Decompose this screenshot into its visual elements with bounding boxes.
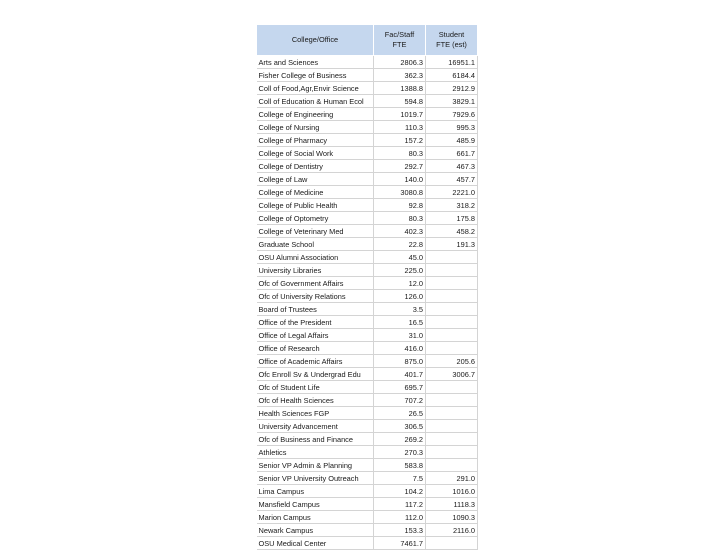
college-office-cell: Health Sciences FGP xyxy=(257,407,374,420)
student-fte-cell: 2116.0 xyxy=(426,524,478,537)
fac-staff-fte-cell: 1019.7 xyxy=(374,108,426,121)
fac-staff-fte-cell: 104.2 xyxy=(374,485,426,498)
fac-staff-fte-cell: 594.8 xyxy=(374,95,426,108)
student-fte-cell xyxy=(426,433,478,446)
college-office-cell: Arts and Sciences xyxy=(257,56,374,69)
student-fte-cell: 485.9 xyxy=(426,134,478,147)
college-office-cell: Marion Campus xyxy=(257,511,374,524)
fac-staff-fte-cell: 45.0 xyxy=(374,251,426,264)
student-fte-cell: 7929.6 xyxy=(426,108,478,121)
college-office-cell: College of Optometry xyxy=(257,212,374,225)
table-row xyxy=(257,537,478,550)
table-row xyxy=(257,498,478,511)
fac-staff-fte-cell: 292.7 xyxy=(374,160,426,173)
student-fte-cell xyxy=(426,277,478,290)
table-row xyxy=(257,485,478,498)
student-fte-cell xyxy=(426,394,478,407)
table-row xyxy=(257,368,478,381)
college-office-cell: Ofc Enroll Sv & Undergrad Edu xyxy=(257,368,374,381)
fac-staff-fte-cell: 269.2 xyxy=(374,433,426,446)
table-row xyxy=(257,147,478,160)
student-fte-cell xyxy=(426,342,478,355)
college-office-cell: Senior VP Admin & Planning xyxy=(257,459,374,472)
table-row xyxy=(257,407,478,420)
fac-staff-fte-cell: 140.0 xyxy=(374,173,426,186)
header-student-fte xyxy=(426,25,478,56)
college-office-cell: College of Social Work xyxy=(257,147,374,160)
college-office-cell: Lima Campus xyxy=(257,485,374,498)
college-office-cell: Coll of Education & Human Ecol xyxy=(257,95,374,108)
table-row xyxy=(257,121,478,134)
student-fte-cell: 205.6 xyxy=(426,355,478,368)
table-header-row xyxy=(257,25,478,56)
college-office-cell: Coll of Food,Agr,Envir Science xyxy=(257,82,374,95)
fac-staff-fte-cell: 7461.7 xyxy=(374,537,426,550)
table-row xyxy=(257,225,478,238)
student-fte-cell xyxy=(426,420,478,433)
college-office-cell: College of Law xyxy=(257,173,374,186)
student-fte-cell: 2221.0 xyxy=(426,186,478,199)
student-fte-cell: 191.3 xyxy=(426,238,478,251)
table-row xyxy=(257,95,478,108)
header-student-line2: FTE (est) xyxy=(436,40,467,49)
student-fte-cell xyxy=(426,459,478,472)
fac-staff-fte-cell: 31.0 xyxy=(374,329,426,342)
college-office-cell: Mansfield Campus xyxy=(257,498,374,511)
table-row xyxy=(257,251,478,264)
college-office-cell: Ofc of Government Affairs xyxy=(257,277,374,290)
student-fte-cell: 175.8 xyxy=(426,212,478,225)
student-fte-cell xyxy=(426,290,478,303)
fac-staff-fte-cell: 80.3 xyxy=(374,147,426,160)
fac-staff-fte-cell: 401.7 xyxy=(374,368,426,381)
table-row xyxy=(257,264,478,277)
header-fac-staff-line1: Fac/Staff xyxy=(384,30,415,39)
fac-staff-fte-cell: 1388.8 xyxy=(374,82,426,95)
student-fte-cell: 458.2 xyxy=(426,225,478,238)
college-office-cell: OSU Medical Center xyxy=(257,537,374,550)
table-row xyxy=(257,277,478,290)
table-row xyxy=(257,199,478,212)
table-row xyxy=(257,160,478,173)
table-row xyxy=(257,342,478,355)
fac-staff-fte-cell: 80.3 xyxy=(374,212,426,225)
fac-staff-fte-cell: 22.8 xyxy=(374,238,426,251)
fac-staff-fte-cell: 362.3 xyxy=(374,69,426,82)
fac-staff-fte-cell: 110.3 xyxy=(374,121,426,134)
student-fte-cell: 3006.7 xyxy=(426,368,478,381)
fac-staff-fte-cell: 112.0 xyxy=(374,511,426,524)
table-row xyxy=(257,56,478,69)
fac-staff-fte-cell: 402.3 xyxy=(374,225,426,238)
student-fte-cell: 467.3 xyxy=(426,160,478,173)
college-office-cell: Fisher College of Business xyxy=(257,69,374,82)
student-fte-cell: 318.2 xyxy=(426,199,478,212)
table-row xyxy=(257,303,478,316)
student-fte-cell: 291.0 xyxy=(426,472,478,485)
college-office-cell: Ofc of Business and Finance xyxy=(257,433,374,446)
fac-staff-fte-cell: 3080.8 xyxy=(374,186,426,199)
table-row xyxy=(257,329,478,342)
table-row xyxy=(257,238,478,251)
college-office-cell: Athletics xyxy=(257,446,374,459)
table-row xyxy=(257,290,478,303)
fac-staff-fte-cell: 7.5 xyxy=(374,472,426,485)
table-row xyxy=(257,433,478,446)
fac-staff-fte-cell: 583.8 xyxy=(374,459,426,472)
header-student-line1: Student xyxy=(438,30,465,39)
fac-staff-fte-cell: 306.5 xyxy=(374,420,426,433)
fac-staff-fte-cell: 126.0 xyxy=(374,290,426,303)
college-office-cell: OSU Alumni Association xyxy=(257,251,374,264)
fac-staff-fte-cell: 695.7 xyxy=(374,381,426,394)
fac-staff-fte-cell: 153.3 xyxy=(374,524,426,537)
college-office-cell: College of Medicine xyxy=(257,186,374,199)
fac-staff-fte-cell: 707.2 xyxy=(374,394,426,407)
college-office-cell: Office of Research xyxy=(257,342,374,355)
table-row xyxy=(257,394,478,407)
table-row xyxy=(257,446,478,459)
fac-staff-fte-cell: 2806.3 xyxy=(374,56,426,69)
student-fte-cell xyxy=(426,316,478,329)
fac-staff-fte-cell: 16.5 xyxy=(374,316,426,329)
college-office-cell: College of Dentistry xyxy=(257,160,374,173)
student-fte-cell: 457.7 xyxy=(426,173,478,186)
student-fte-cell: 1090.3 xyxy=(426,511,478,524)
college-office-cell: Board of Trustees xyxy=(257,303,374,316)
student-fte-cell xyxy=(426,264,478,277)
fac-staff-fte-cell: 157.2 xyxy=(374,134,426,147)
student-fte-cell xyxy=(426,407,478,420)
college-office-cell: Office of Academic Affairs xyxy=(257,355,374,368)
student-fte-cell: 1016.0 xyxy=(426,485,478,498)
fte-table xyxy=(256,24,478,550)
fac-staff-fte-cell: 270.3 xyxy=(374,446,426,459)
table-row xyxy=(257,316,478,329)
fac-staff-fte-cell: 875.0 xyxy=(374,355,426,368)
fac-staff-fte-cell: 26.5 xyxy=(374,407,426,420)
college-office-cell: College of Engineering xyxy=(257,108,374,121)
table-row xyxy=(257,108,478,121)
college-office-cell: Office of Legal Affairs xyxy=(257,329,374,342)
college-office-cell: Senior VP University Outreach xyxy=(257,472,374,485)
college-office-cell: University Advancement xyxy=(257,420,374,433)
college-office-cell: Graduate School xyxy=(257,238,374,251)
college-office-cell: College of Veterinary Med xyxy=(257,225,374,238)
college-office-cell: Office of the President xyxy=(257,316,374,329)
college-office-cell: Ofc of Health Sciences xyxy=(257,394,374,407)
student-fte-cell: 1118.3 xyxy=(426,498,478,511)
table-row xyxy=(257,173,478,186)
table-row xyxy=(257,459,478,472)
student-fte-cell xyxy=(426,537,478,550)
college-office-cell: Newark Campus xyxy=(257,524,374,537)
college-office-cell: College of Nursing xyxy=(257,121,374,134)
table-body xyxy=(257,56,478,550)
student-fte-cell xyxy=(426,329,478,342)
college-office-cell: University Libraries xyxy=(257,264,374,277)
fac-staff-fte-cell: 225.0 xyxy=(374,264,426,277)
header-fac-staff-fte xyxy=(374,25,426,56)
table-row xyxy=(257,472,478,485)
student-fte-cell xyxy=(426,251,478,264)
table-row xyxy=(257,511,478,524)
table-row xyxy=(257,69,478,82)
fac-staff-fte-cell: 416.0 xyxy=(374,342,426,355)
fac-staff-fte-cell: 92.8 xyxy=(374,199,426,212)
header-college-office-label: College/Office xyxy=(291,35,339,44)
table-row xyxy=(257,134,478,147)
college-office-cell: Ofc of University Relations xyxy=(257,290,374,303)
student-fte-cell: 2912.9 xyxy=(426,82,478,95)
table-row xyxy=(257,355,478,368)
college-office-cell: Ofc of Student Life xyxy=(257,381,374,394)
table-row xyxy=(257,524,478,537)
student-fte-cell: 6184.4 xyxy=(426,69,478,82)
fac-staff-fte-cell: 3.5 xyxy=(374,303,426,316)
table-row xyxy=(257,381,478,394)
student-fte-cell xyxy=(426,446,478,459)
header-college-office xyxy=(257,25,374,56)
table-row xyxy=(257,212,478,225)
fac-staff-fte-cell: 117.2 xyxy=(374,498,426,511)
fac-staff-fte-cell: 12.0 xyxy=(374,277,426,290)
college-office-cell: College of Pharmacy xyxy=(257,134,374,147)
student-fte-cell: 995.3 xyxy=(426,121,478,134)
student-fte-cell: 16951.1 xyxy=(426,56,478,69)
table-row xyxy=(257,420,478,433)
student-fte-cell xyxy=(426,303,478,316)
table-row xyxy=(257,186,478,199)
college-office-cell: College of Public Health xyxy=(257,199,374,212)
student-fte-cell: 661.7 xyxy=(426,147,478,160)
header-fac-staff-line2: FTE xyxy=(392,40,407,49)
student-fte-cell: 3829.1 xyxy=(426,95,478,108)
student-fte-cell xyxy=(426,381,478,394)
table-row xyxy=(257,82,478,95)
